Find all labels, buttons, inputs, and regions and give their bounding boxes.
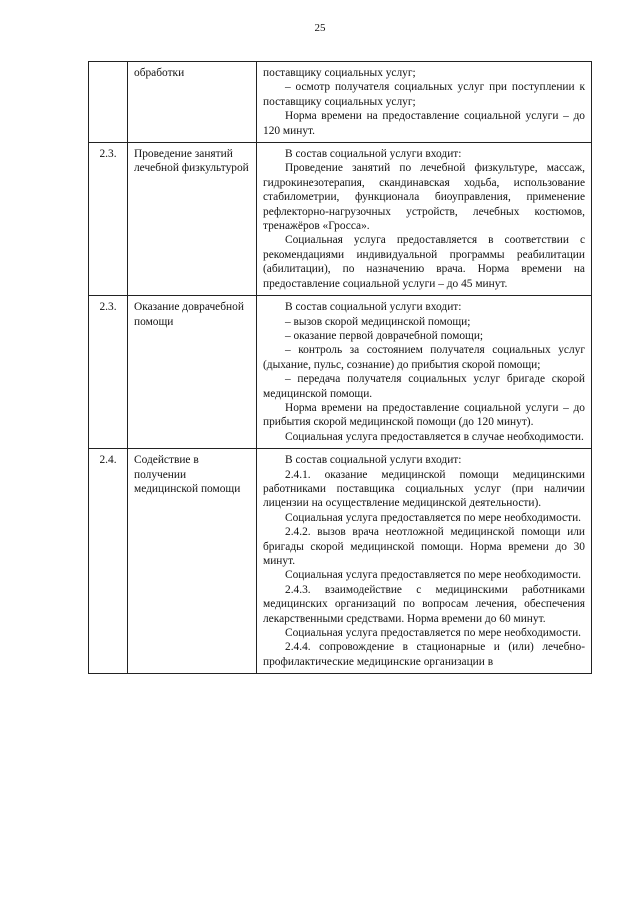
page-number: 25 (314, 22, 326, 34)
description-paragraph: поставщику социальных услуг; (263, 67, 416, 79)
row-number: 2.3. (89, 296, 128, 449)
table-row (89, 62, 592, 143)
service-description (257, 143, 592, 296)
description-paragraph: Проведение занятий по лечебной физкультуре, массаж, гидрокинезотерапия, скандинавская ходьба, использование стабилометрии, функционала биоуправления, применение рефлекторно-нагрузочных устройств, лечебных костюмов, тренажёров «Гросса». (263, 162, 585, 233)
description-paragraph: Социальная услуга предоставляется по мере необходимости. (285, 627, 582, 640)
description-paragraph: Социальная услуга предоставляется по мере необходимости. (285, 569, 582, 582)
description-paragraph: – передача получателя социальных услуг бригаде скорой медицинской помощи. (263, 373, 585, 400)
description-paragraph: Социальная услуга предоставляется в соответствии с рекомендациями индивидуальной программы реабилитации (абилитации), по назначению врача. Норма времени на предоставление социальной услуги – до 45 минут. (263, 234, 585, 290)
services-table (88, 61, 592, 674)
table-row (89, 449, 592, 674)
description-paragraph: – контроль за состоянием получателя социальных услуг (дыхание, пульс, сознание) до прибытия скорой помощи; (263, 344, 585, 371)
table-row (89, 296, 592, 449)
description-paragraph: 2.4.4. сопровождение в стационарные и (или) лечебно-профилактические медицинские организации в (263, 641, 585, 668)
service-description (257, 449, 592, 674)
description-paragraph: В состав социальной услуги входит: (285, 454, 462, 467)
description-paragraph: Норма времени на предоставление социальной услуги – до 120 минут. (263, 110, 585, 137)
row-number (89, 62, 128, 143)
service-name: Оказание доврачебной помощи (128, 296, 257, 449)
service-description (257, 62, 592, 143)
description-paragraph: Социальная услуга предоставляется по мере необходимости. (285, 511, 582, 524)
service-description (257, 296, 592, 449)
description-paragraph: В состав социальной услуги входит: (285, 301, 462, 314)
description-paragraph: В состав социальной услуги входит: (285, 148, 462, 161)
description-paragraph: 2.4.2. вызов врача неотложной медицинской помощи или бригады скорой медицинской помощи. Норма времени до 30 минут. (263, 526, 585, 567)
row-number: 2.3. (89, 143, 128, 296)
table-row (89, 143, 592, 296)
description-paragraph: – вызов скорой медицинской помощи; (285, 315, 471, 328)
description-paragraph: Социальная услуга предоставляется в случае необходимости. (285, 430, 584, 443)
description-paragraph: – осмотр получателя социальных услуг при поступлении к поставщику социальных услуг; (263, 81, 585, 108)
service-name: Содействие в получении медицинской помощи (128, 449, 257, 674)
description-paragraph: 2.4.3. взаимодействие с медицинскими работниками медицинских организаций по вопросам лечения, обеспечения лекарственными средствами. Норма времени до 60 минут. (263, 583, 585, 625)
service-name: Проведение занятий лечебной физкультурой (128, 143, 257, 296)
description-paragraph: – оказание первой доврачебной помощи; (285, 329, 484, 342)
row-number: 2.4. (89, 449, 128, 674)
description-paragraph: 2.4.1. оказание медицинской помощи медицинскими работниками поставщика социальных услуг (при наличии лицензии на осуществление медицинской деятельности). (263, 468, 585, 510)
service-name: обработки (128, 62, 257, 143)
description-paragraph: Норма времени на предоставление социальной услуги – до прибытия скорой медицинской помощи (до 120 минут). (263, 401, 585, 429)
